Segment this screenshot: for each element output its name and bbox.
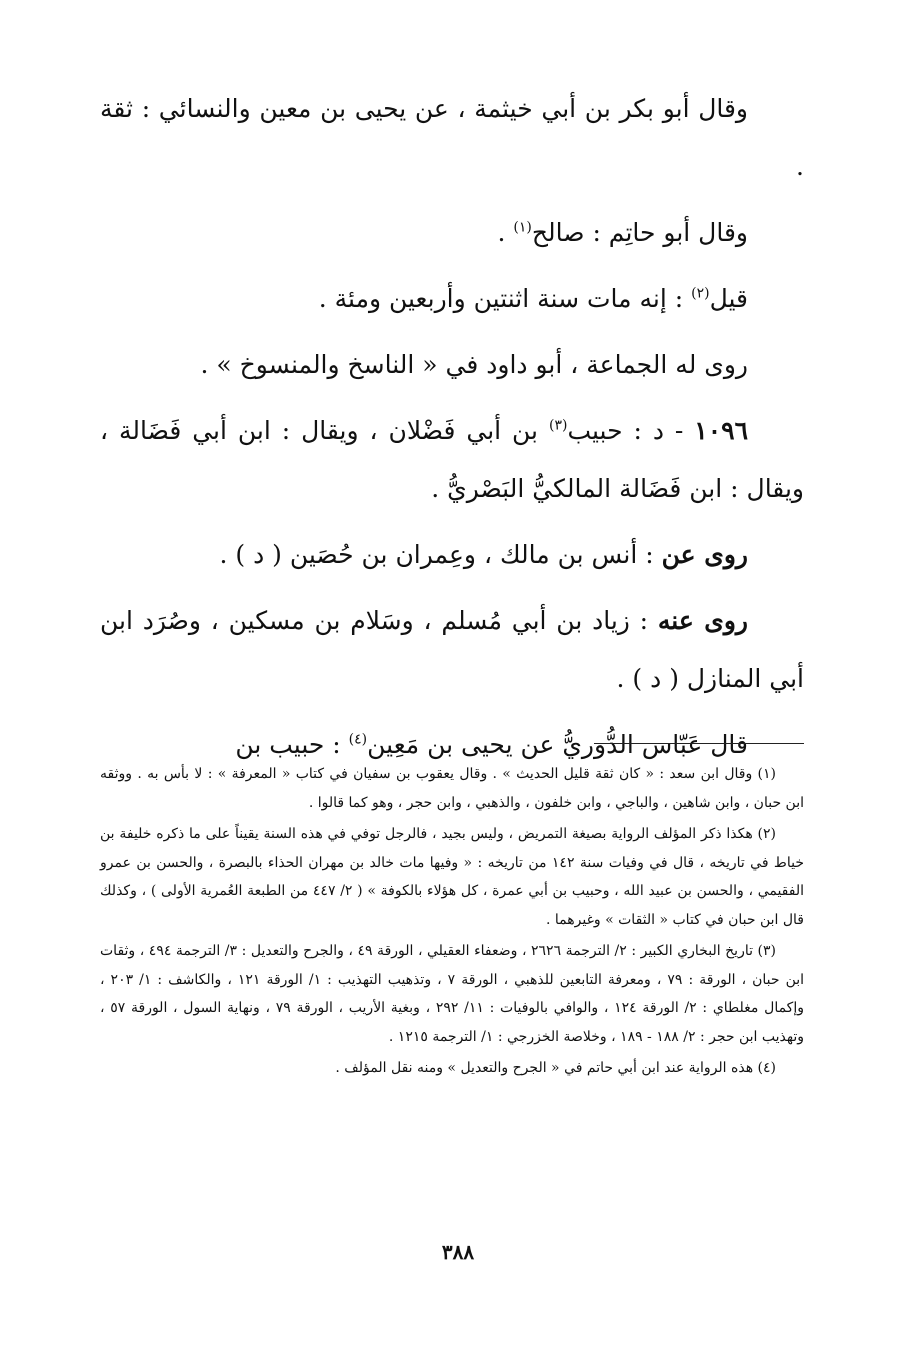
page-number: ٣٨٨ (441, 1240, 475, 1264)
paragraph-1: وقال أبو بكر بن أبي خيثمة ، عن يحيى بن معين والنسائي : ثقة . (100, 94, 804, 181)
footnote-4: (٤) هذه الرواية عند ابن أبي حاتم في « الجرح والتعديل » ومنه نقل المؤلف . (335, 1060, 776, 1076)
narrated-by-text: : زياد بن أبي مُسلم ، وسَلام بن مسكين ، وصُرَد ابن أبي المنازل ( د ) . (100, 606, 804, 693)
footnote-ref-1[interactable]: (١) (513, 219, 532, 236)
paragraph-3 (100, 270, 804, 328)
entry-heading-a: - د : حبيب (567, 416, 695, 445)
paragraph-2-text: وقال أبو حاتِم : صالح (531, 218, 748, 247)
paragraph-2-end: . (497, 218, 514, 247)
narrated-by (100, 592, 804, 708)
paragraph-8-b: : حبيب بن (235, 730, 349, 759)
paragraph-3-text: قيل (709, 284, 748, 313)
entry-heading (100, 402, 804, 518)
footnote-ref-3[interactable]: (٣) (548, 417, 568, 434)
footnote-3: (٣) تاريخ البخاري الكبير : ٢/ الترجمة ٢٦٢٦ ، وضعفاء العقيلي ، الورقة ٤٩ ، والجرح والتعديل : ٣/ الترجمة ٤٩٤ ، وثقات ابن حبان ، الورقة : ٧٩ ، ومعرفة التابعين للذهبي ، الورقة ٧ ، وتذهيب التهذيب : ١/ الورقة ١٢١ ، والكاشف : ١/ ٢٠٣ ، وإكمال مغلطاي : ٢/ الورقة ١٢٤ ، والوافي بالوفيات : ١١/ ٢٩٢ ، وبغية الأريب ، الورقة ٧٩ ، ونهاية السول ، الورقة ٥٧ ، وتهذيب ابن حجر : ٢/ ١٨٨ - ١٨٩ ، وخلاصة الخزرجي : ١/ الترجمة ١٢١٥ . (100, 943, 805, 1045)
narrated-by-label: روى عنه (657, 606, 749, 635)
narrated-from-text: : أنس بن مالك ، وعِمران بن حُصَين ( د ) . (219, 540, 662, 569)
footnote-1: (١) وقال ابن سعد : « كان ثقة قليل الحديث » . وقال يعقوب بن سفيان في كتاب « المعرفة » : لا بأس به . ووثقه ابن حبان ، وابن شاهين ، والباجي ، وابن خلفون ، والذهبي ، وابن حجر ، وهو كما قالوا . (100, 766, 804, 811)
footnote-ref-4[interactable]: (٤) (348, 731, 368, 748)
narrated-from (100, 526, 804, 584)
footnote-separator (594, 743, 804, 744)
entry-number: ١٠٩٦ (694, 416, 748, 445)
paragraph-2 (100, 204, 804, 262)
entry-heading-b: بن أبي فَضْلان ، ويقال : ابن أبي فَضَالة ، ويقال : ابن فَضَالة المالكيُّ البَصْريُّ . (100, 416, 804, 503)
footnotes (100, 760, 804, 1086)
narrated-from-label: روى عن (661, 540, 748, 569)
footnote-2: (٢) هكذا ذكر المؤلف الرواية بصيغة التمريض ، وليس بجيد ، فالرجل توفي في هذه السنة يقيناً على ما ذكره خليفة بن خياط في تاريخه ، قال في وفيات سنة ١٤٢ من تاريخه : « وفيها مات خالد بن مهران الحذاء بالبصرة ، والحسن بن عمرو الفقيمي ، والحسن بن عبيد الله ، وحبيب بن أبي عمرة ، كل هؤلاء بالكوفة » ( ٢/ ٤٤٧ من الطبعة العُمرية الأولى ) ، وكذلك قال ابن حبان في كتاب « الثقات » وغيرهما . (100, 826, 805, 928)
paragraph-3-end: : إنه مات سنة اثنتين وأربعين ومئة . (318, 284, 692, 313)
main-text (100, 80, 804, 782)
paragraph-8-a: قال عَبّاس الدُّوريُّ عن يحيى بن مَعِين (367, 730, 748, 759)
footnote-ref-2[interactable]: (٢) (691, 285, 710, 302)
paragraph-4: روى له الجماعة ، أبو داود في « الناسخ والمنسوخ » . (200, 350, 748, 379)
